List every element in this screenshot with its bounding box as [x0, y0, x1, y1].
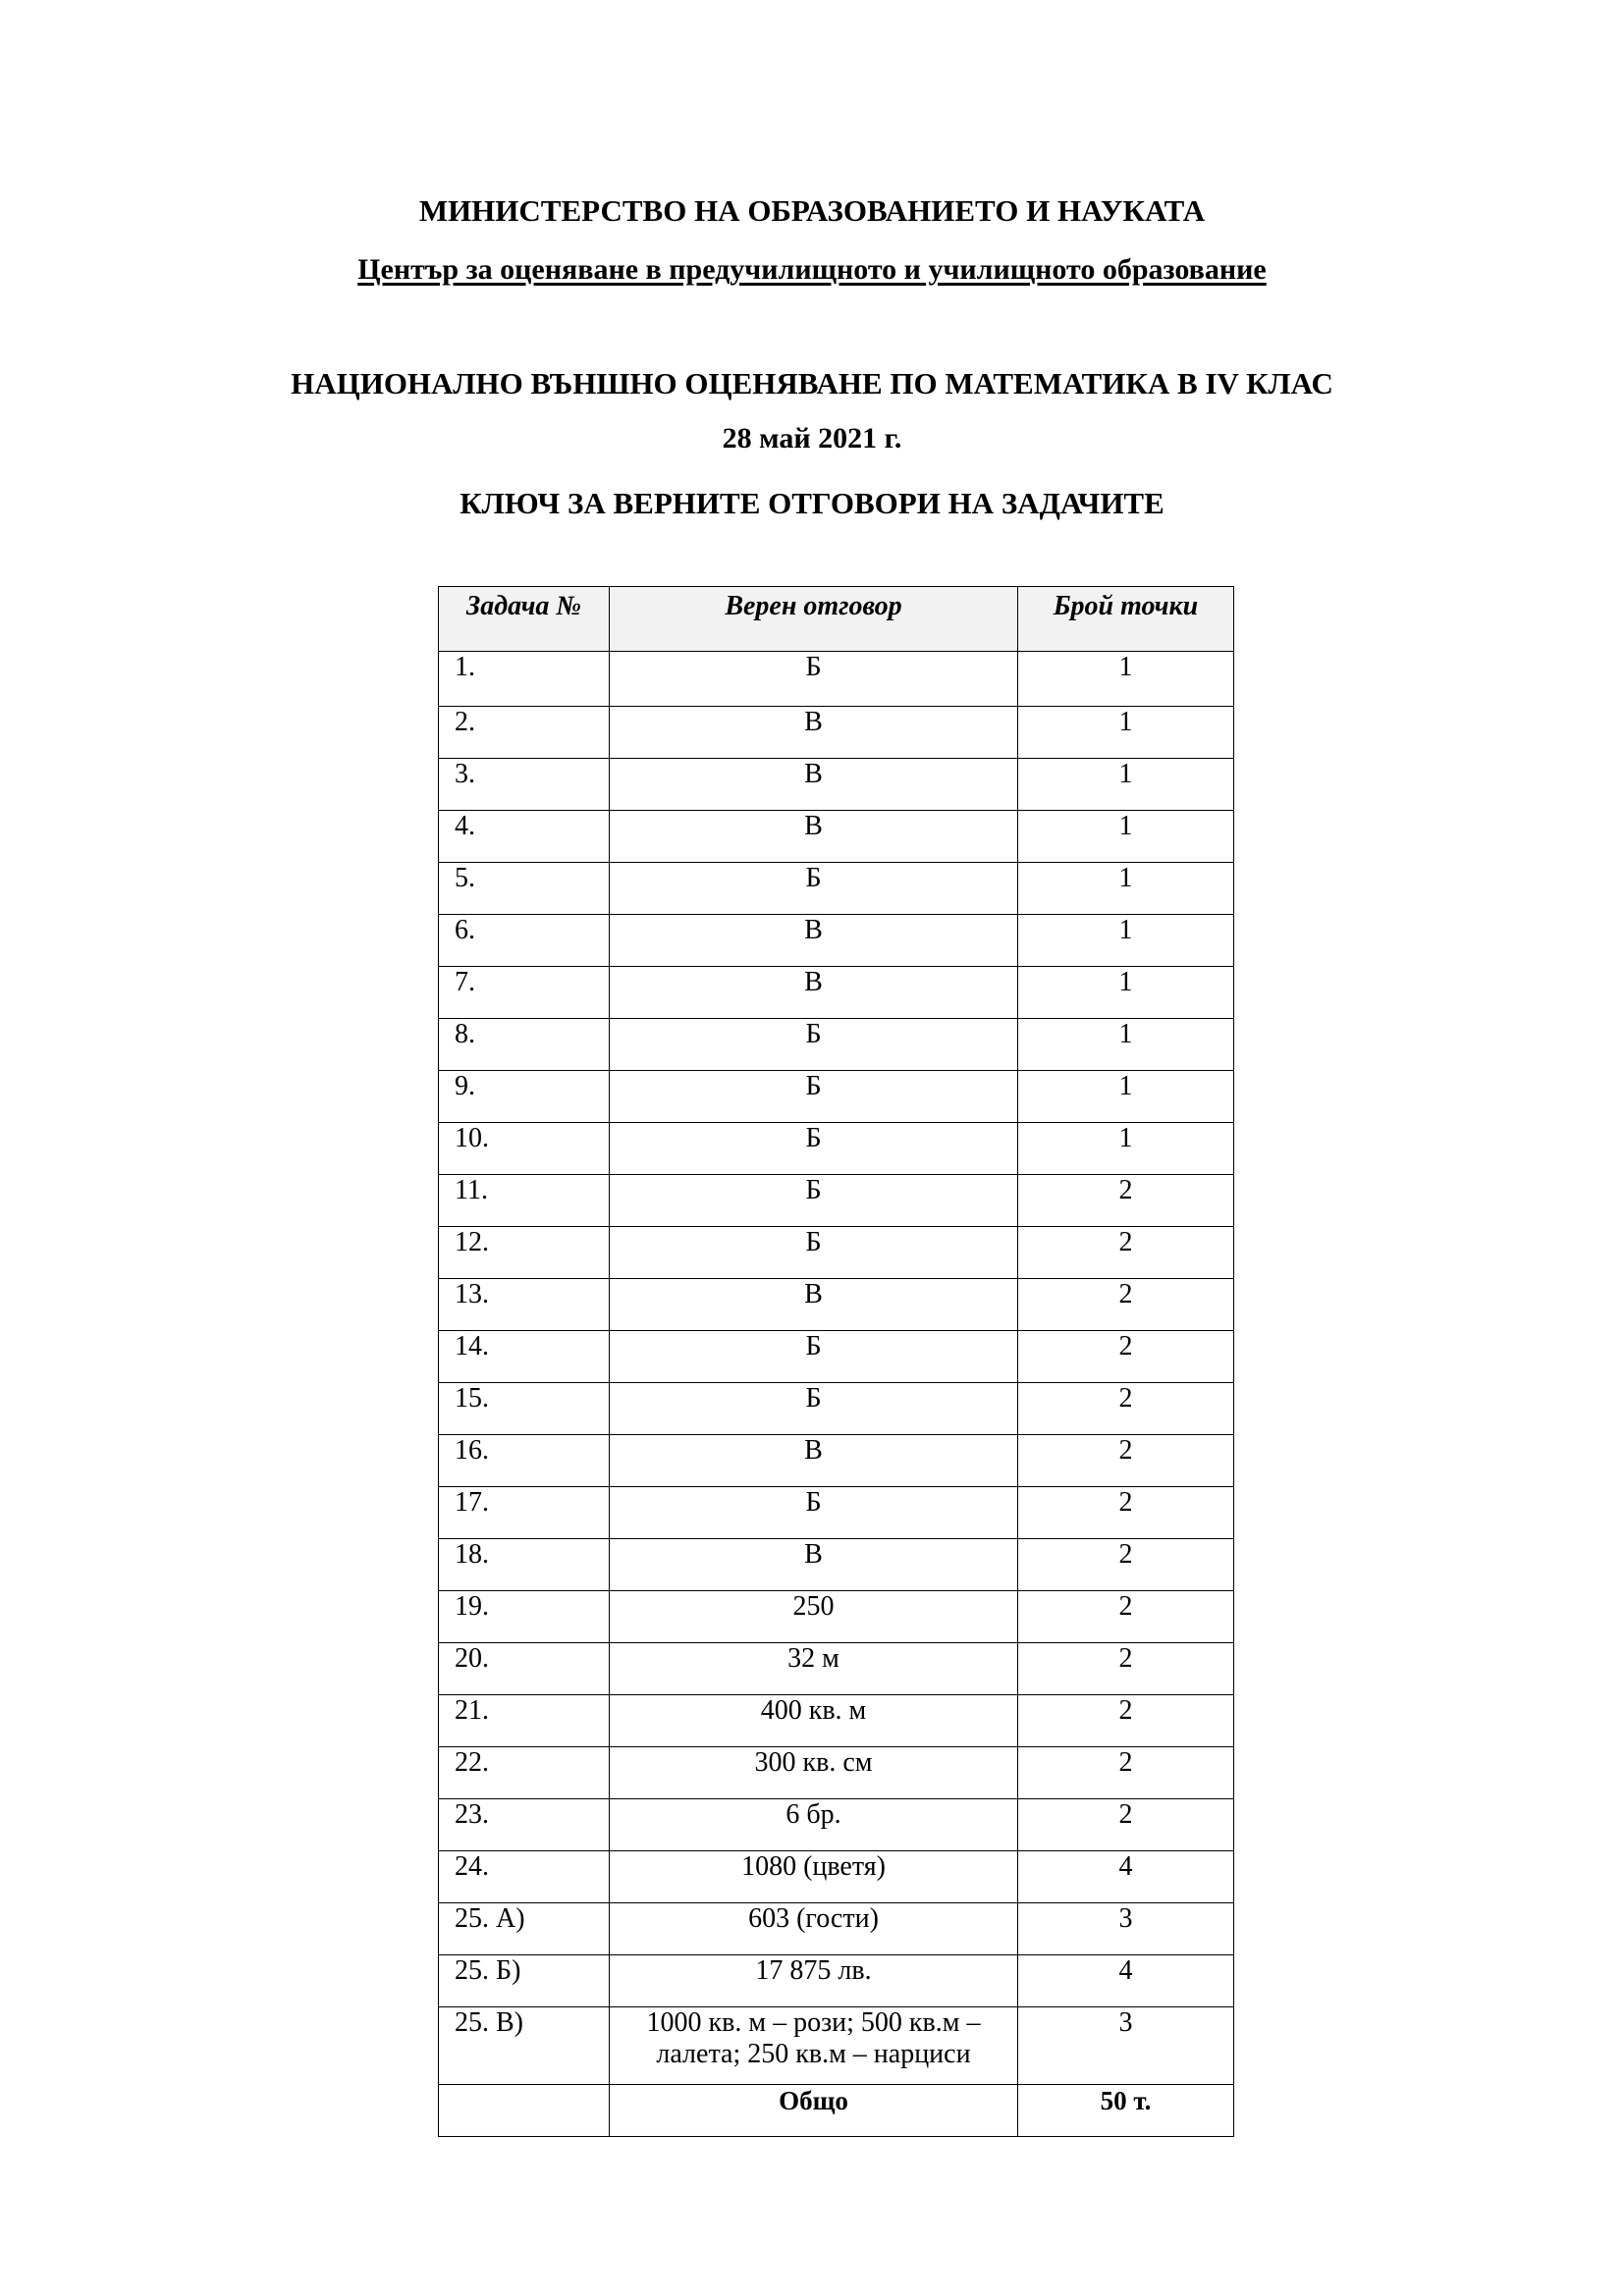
answer-cell: Б	[610, 1175, 1018, 1227]
total-empty-cell	[439, 2085, 610, 2137]
answer-cell: Б	[610, 1123, 1018, 1175]
task-number-cell: 25. Б)	[439, 1955, 610, 2007]
answer-cell: Б	[610, 1487, 1018, 1539]
table-row	[439, 1435, 1234, 1487]
task-number-cell: 13.	[439, 1279, 610, 1331]
answer-cell: В	[610, 1539, 1018, 1591]
task-number-cell: 7.	[439, 967, 610, 1019]
task-number-cell: 17.	[439, 1487, 610, 1539]
answer-cell: 1000 кв. м – рози; 500 кв.м – лалета; 250 кв.м – нарциси	[610, 2007, 1018, 2085]
points-cell: 2	[1018, 1799, 1234, 1851]
table-row	[439, 1903, 1234, 1955]
answer-cell: В	[610, 967, 1018, 1019]
answer-cell: Б	[610, 1019, 1018, 1071]
answer-cell: 603 (гости)	[610, 1903, 1018, 1955]
table-row	[439, 1071, 1234, 1123]
answer-cell: 400 кв. м	[610, 1695, 1018, 1747]
answer-cell: 6 бр.	[610, 1799, 1018, 1851]
points-cell: 4	[1018, 1955, 1234, 2007]
table-row	[439, 652, 1234, 707]
table-row	[439, 1279, 1234, 1331]
table-row	[439, 863, 1234, 915]
total-points: 50 т.	[1018, 2085, 1234, 2137]
table-row	[439, 1591, 1234, 1643]
points-cell: 3	[1018, 1903, 1234, 1955]
points-cell: 2	[1018, 1227, 1234, 1279]
task-number-cell: 14.	[439, 1331, 610, 1383]
table-row	[439, 1955, 1234, 2007]
table-row	[439, 811, 1234, 863]
task-number-cell: 8.	[439, 1019, 610, 1071]
points-cell: 3	[1018, 2007, 1234, 2085]
center-subtitle: Център за оценяване в предучилищното и училищното образование	[357, 253, 1267, 286]
points-cell: 1	[1018, 863, 1234, 915]
points-cell: 1	[1018, 1019, 1234, 1071]
task-number-cell: 2.	[439, 707, 610, 759]
points-cell: 2	[1018, 1487, 1234, 1539]
total-row	[439, 2085, 1234, 2137]
table-row	[439, 1747, 1234, 1799]
table-row	[439, 915, 1234, 967]
table-row	[439, 1227, 1234, 1279]
table-row	[439, 967, 1234, 1019]
task-number-cell: 15.	[439, 1383, 610, 1435]
column-header-points: Брой точки	[1018, 587, 1234, 652]
answer-cell: 300 кв. см	[610, 1747, 1018, 1799]
points-cell: 1	[1018, 707, 1234, 759]
points-cell: 2	[1018, 1175, 1234, 1227]
task-number-cell: 24.	[439, 1851, 610, 1903]
task-number-cell: 18.	[439, 1539, 610, 1591]
points-cell: 2	[1018, 1279, 1234, 1331]
points-cell: 2	[1018, 1591, 1234, 1643]
answer-cell: Б	[610, 863, 1018, 915]
task-number-cell: 9.	[439, 1071, 610, 1123]
answer-cell: В	[610, 811, 1018, 863]
task-number-cell: 25. В)	[439, 2007, 610, 2085]
points-cell: 2	[1018, 1747, 1234, 1799]
task-number-cell: 25. А)	[439, 1903, 610, 1955]
table-row	[439, 1643, 1234, 1695]
exam-date: 28 май 2021 г.	[722, 422, 902, 454]
total-label: Общо	[610, 2085, 1018, 2137]
task-number-cell: 23.	[439, 1799, 610, 1851]
points-cell: 1	[1018, 1071, 1234, 1123]
table-row	[439, 1331, 1234, 1383]
table-row	[439, 1383, 1234, 1435]
table-row	[439, 2007, 1234, 2085]
table-row	[439, 707, 1234, 759]
ministry-title: МИНИСТЕРСТВО НА ОБРАЗОВАНИЕТО И НАУКАТА	[418, 193, 1206, 228]
task-number-cell: 22.	[439, 1747, 610, 1799]
points-cell: 1	[1018, 915, 1234, 967]
answer-cell: Б	[610, 1227, 1018, 1279]
answer-cell: Б	[610, 1383, 1018, 1435]
table-row	[439, 1019, 1234, 1071]
table-body	[439, 652, 1234, 2137]
table-header-row	[439, 587, 1234, 652]
answer-cell: В	[610, 1435, 1018, 1487]
task-number-cell: 20.	[439, 1643, 610, 1695]
task-number-cell: 4.	[439, 811, 610, 863]
points-cell: 2	[1018, 1383, 1234, 1435]
task-number-cell: 16.	[439, 1435, 610, 1487]
table-row	[439, 1123, 1234, 1175]
points-cell: 1	[1018, 811, 1234, 863]
answer-cell: В	[610, 707, 1018, 759]
points-cell: 1	[1018, 652, 1234, 707]
answer-key-title: КЛЮЧ ЗА ВЕРНИТЕ ОТГОВОРИ НА ЗАДАЧИТЕ	[460, 486, 1164, 520]
answer-cell: 250	[610, 1591, 1018, 1643]
task-number-cell: 3.	[439, 759, 610, 811]
table-row	[439, 1487, 1234, 1539]
points-cell: 1	[1018, 759, 1234, 811]
task-number-cell: 19.	[439, 1591, 610, 1643]
table-row	[439, 1695, 1234, 1747]
answer-cell: 1080 (цветя)	[610, 1851, 1018, 1903]
table-row	[439, 759, 1234, 811]
exam-title: НАЦИОНАЛНО ВЪНШНО ОЦЕНЯВАНЕ ПО МАТЕМАТИКА В IV КЛАС	[291, 366, 1333, 400]
task-number-cell: 5.	[439, 863, 610, 915]
task-number-cell: 21.	[439, 1695, 610, 1747]
points-cell: 1	[1018, 967, 1234, 1019]
answer-cell: Б	[610, 652, 1018, 707]
points-cell: 2	[1018, 1539, 1234, 1591]
column-header-task: Задача №	[439, 587, 610, 652]
answer-cell: Б	[610, 1071, 1018, 1123]
answer-cell: Б	[610, 1331, 1018, 1383]
answer-key-table	[438, 586, 1234, 2137]
task-number-cell: 10.	[439, 1123, 610, 1175]
answer-cell: 32 м	[610, 1643, 1018, 1695]
task-number-cell: 6.	[439, 915, 610, 967]
answer-cell: 17 875 лв.	[610, 1955, 1018, 2007]
table-row	[439, 1851, 1234, 1903]
table-row	[439, 1539, 1234, 1591]
points-cell: 2	[1018, 1331, 1234, 1383]
points-cell: 2	[1018, 1695, 1234, 1747]
task-number-cell: 1.	[439, 652, 610, 707]
task-number-cell: 12.	[439, 1227, 610, 1279]
task-number-cell: 11.	[439, 1175, 610, 1227]
answer-cell: В	[610, 915, 1018, 967]
table-row	[439, 1799, 1234, 1851]
column-header-answer: Верен отговор	[610, 587, 1018, 652]
table-row	[439, 1175, 1234, 1227]
points-cell: 1	[1018, 1123, 1234, 1175]
points-cell: 2	[1018, 1435, 1234, 1487]
points-cell: 2	[1018, 1643, 1234, 1695]
answer-cell: В	[610, 759, 1018, 811]
answer-cell: В	[610, 1279, 1018, 1331]
points-cell: 4	[1018, 1851, 1234, 1903]
